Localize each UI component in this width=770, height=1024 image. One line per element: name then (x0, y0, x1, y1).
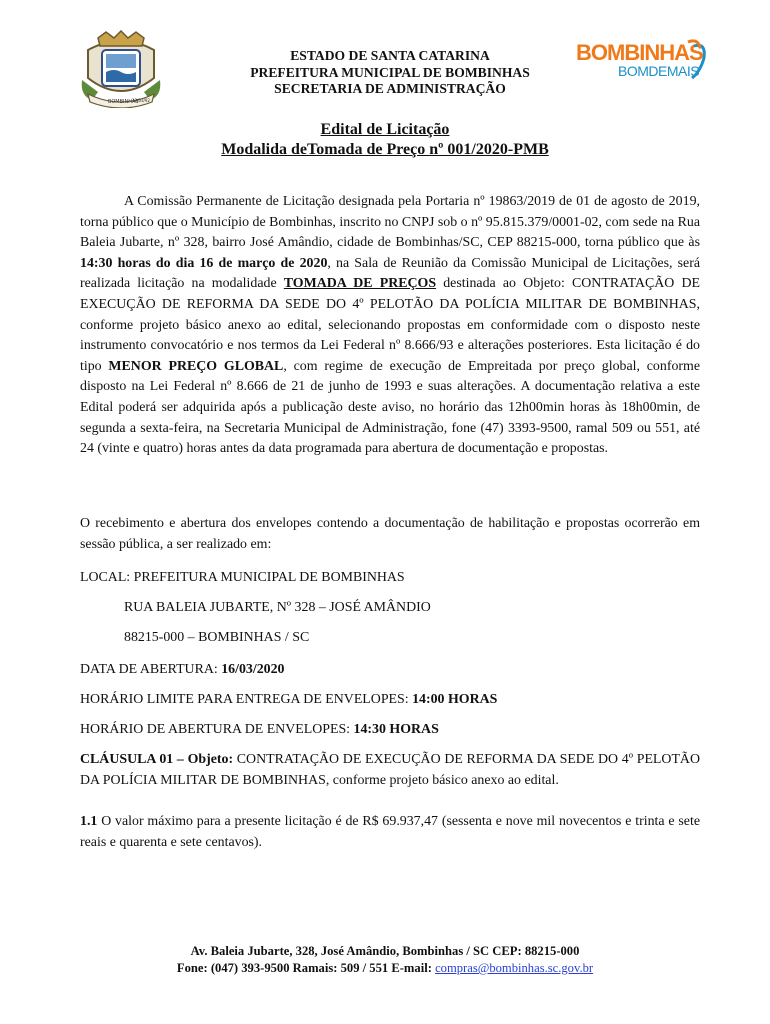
seal-year: 12/03/92 (132, 98, 150, 103)
envelope-limit-time (80, 690, 700, 711)
logo-sub-text: BOMDEMAIS (618, 63, 700, 79)
page-footer (0, 943, 770, 977)
limit-time-label: HORÁRIO LIMITE PARA ENTREGA DE ENVELOPES: (80, 692, 413, 707)
envelope-opening-time (80, 720, 700, 741)
footer-contact (0, 960, 770, 977)
municipal-coat-of-arms-icon (78, 30, 164, 108)
header-secretariat: SECRETARIA DE ADMINISTRAÇÃO (274, 81, 506, 96)
limit-time-value: 14:00 HORAS (412, 692, 498, 707)
location-local: LOCAL: PREFEITURA MUNICIPAL DE BOMBINHAS (80, 570, 405, 585)
item-1-1-label: 1.1 (80, 814, 98, 829)
clause-01 (80, 750, 700, 791)
intro-text-3: destinada ao Objeto: CONTRATAÇÃO DE EXECUÇÃO DE REFORMA DA SEDE DO 4º PELOTÃO DA POLÍCIA MILITAR DE BOMBINHAS, conforme projeto básico anexo ao edital, selecionando propostas em conformidade com o disposto neste instrumento convocatório e nos termos da Lei Federal nº 8.666/93 e alterações posteriores. Esta licitação é do tipo (80, 276, 701, 374)
document-title (0, 120, 770, 160)
opening-date-value: 16/03/2020 (221, 662, 285, 677)
header-state: ESTADO DE SANTA CATARINA (290, 48, 490, 63)
header-prefecture: PREFEITURA MUNICIPAL DE BOMBINHAS (250, 64, 530, 80)
title-line-1: Edital de Licitação (320, 121, 450, 138)
intro-text-2: , na Sala de Reunião da Comissão Municipal de Licitações, será realizada licitação na modalidade (80, 255, 700, 292)
intro-text-1: A Comissão Permanente de Licitação designada pela Portaria nº 19863/2019 de 01 de agosto de 2019, torna público que o Município de Bombinhas, inscrito no CNPJ sob o nº 95.815.379/0001-02, com sede na Rua Baleia Jubarte, nº 328, bairro José Amândio, cidade de Bombinhas/SC, CEP 88215-000, torna público que às (80, 194, 700, 251)
bombinhas-logo (574, 38, 710, 82)
location-street: RUA BALEIA JUBARTE, Nº 328 – JOSÉ AMÂNDIO (124, 600, 431, 615)
intro-paragraph (80, 192, 700, 460)
opening-date (80, 660, 700, 681)
footer-phone: Fone: (047) 393-9500 Ramais: 509 / 551 E-mail: (176, 961, 436, 975)
issuing-authority-header (210, 48, 570, 98)
logo-main-text: BOMBINHAS (576, 40, 703, 65)
footer-address: Av. Baleia Jubarte, 328, José Amândio, Bombinhas / SC CEP: 88215-000 (190, 944, 580, 958)
location-city: 88215-000 – BOMBINHAS / SC (124, 630, 310, 645)
clause-01-text: CONTRATAÇÃO DE EXECUÇÃO DE REFORMA DA SEDE DO 4º PELOTÃO DA POLÍCIA MILITAR DE BOMBINHAS, conforme projeto básico anexo ao edital. (80, 752, 700, 788)
title-line-2: Modalida deTomada de Preço nº 001/2020-PMB (221, 141, 549, 158)
open-time-label: HORÁRIO DE ABERTURA DE ENVELOPES: (80, 722, 354, 737)
opening-date-label: DATA DE ABERTURA: (80, 662, 222, 677)
seal-text: BOMBINHAS (108, 99, 139, 105)
intro-type-bold: MENOR PREÇO GLOBAL (108, 358, 284, 374)
item-1-1 (80, 812, 700, 853)
clause-01-label: CLÁUSULA 01 – Objeto: (80, 752, 234, 767)
footer-email-link[interactable]: compras@bombinhas.sc.gov.br (435, 961, 594, 975)
open-time-value: 14:30 HORAS (353, 722, 439, 737)
receipt-paragraph: O recebimento e abertura dos envelopes contendo a documentação de habilitação e propostas ocorrerão em sessão pública, a ser realizado em: (80, 516, 700, 552)
item-1-1-text: O valor máximo para a presente licitação é de R$ 69.937,47 (sessenta e nove mil novecentos e trinta e sete reais e quarenta e sete centavos). (80, 814, 700, 850)
intro-modality-bold: TOMADA DE PREÇOS (283, 276, 437, 292)
intro-date-bold: 14:30 horas do dia 16 de março de 2020 (80, 255, 328, 271)
intro-text-4: , com regime de execução de Empreitada por preço global, conforme disposto na Lei Federal nº 8.666 de 21 de junho de 1993 e suas alterações. A documentação relativa a este Edital poderá ser adquirida após a publicação deste aviso, no horário das 12h00min horas às 18h00min, de segunda a sexta-feira, na Secretaria Municipal de Administração, fone (47) 3393-9500, ramal 509 ou 551, até 24 (vinte e quatro) horas antes da data programada para abertura de documentação e propostas. (80, 358, 700, 457)
